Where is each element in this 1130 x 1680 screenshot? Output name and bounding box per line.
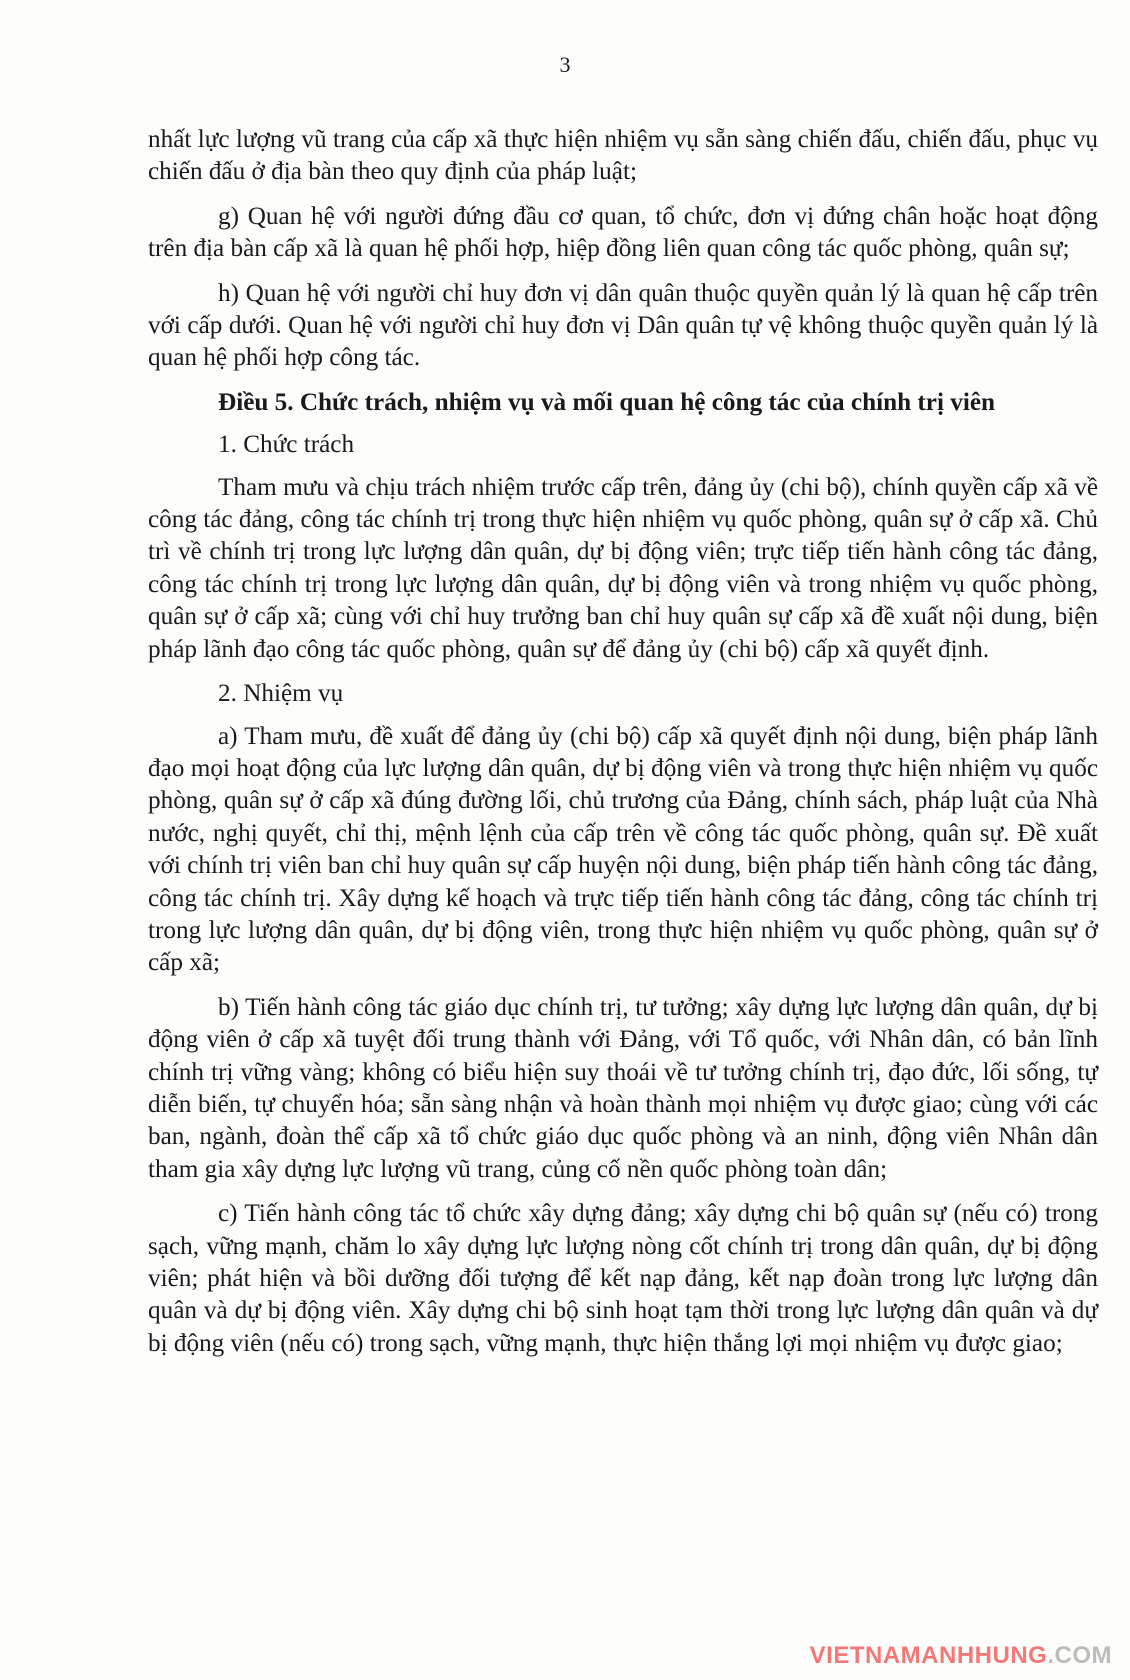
paragraph-a: a) Tham mưu, đề xuất để đảng ủy (chi bộ) cấp xã quyết định nội dung, biện pháp lãnh đạo mọi hoạt động của lực lượng dân quân, dự bị động viên và trong thực hiện nhiệm vụ quốc phòng, quân sự ở cấp xã đúng đường lối, chủ trương của Đảng, chính sách, pháp luật của Nhà nước, nghị quyết, chỉ thị, mệnh lệnh của cấp trên về công tác quốc phòng, quân sự. Đề xuất với chính trị viên ban chỉ huy quân sự cấp huyện nội dung, biện pháp tiến hành công tác đảng, công tác chính trị. Xây dựng kế hoạch và trực tiếp tiến hành công tác đảng, công tác chính trị trong lực lượng dân quân, dự bị động viên, trong thực hiện nhiệm vụ quốc phòng, quân sự ở cấp xã; <box>148 722 1098 977</box>
paragraph-c: c) Tiến hành công tác tổ chức xây dựng đảng; xây dựng chi bộ quân sự (nếu có) trong sạch, vững mạnh, chăm lo xây dựng lực lượng nòng cốt chính trị trong dân quân, dự bị động viên; phát hiện và bồi dưỡng đối tượng để kết nạp đảng, kết nạp đoàn trong lực lượng dân quân và dự bị động viên. Xây dựng chi bộ sinh hoạt tạm thời trong lực lượng dân quân và dự bị động viên (nếu có) trong sạch, vững mạnh, thực hiện thắng lợi mọi nhiệm vụ được giao; <box>148 1200 1098 1357</box>
section-title-1: 1. Chức trách <box>218 431 355 459</box>
section-title-2: 2. Nhiệm vụ <box>218 680 344 708</box>
article-heading: Điều 5. Chức trách, nhiệm vụ và mối quan hệ công tác của chính trị viên <box>218 388 996 416</box>
paragraph-continuation: nhất lực lượng vũ trang của cấp xã thực hiện nhiệm vụ sẵn sàng chiến đấu, chiến đấu, phục vụ chiến đấu ở địa bàn theo quy định của pháp luật; <box>148 126 1098 186</box>
page-number: 3 <box>559 52 571 77</box>
document-body <box>148 124 1098 1372</box>
paragraph-responsibilities: Tham mưu và chịu trách nhiệm trước cấp trên, đảng ủy (chi bộ), chính quyền cấp xã về công tác đảng, công tác chính trị trong thực hiện nhiệm vụ quốc phòng, quân sự ở cấp xã. Chủ trì về chính trị trong lực lượng dân quân, dự bị động viên; trực tiếp tiến hành công tác đảng, công tác chính trị trong lực lượng dân quân, dự bị động viên và trong nhiệm vụ quốc phòng, quân sự ở cấp xã; cùng với chỉ huy trưởng ban chỉ huy quân sự cấp xã đề xuất nội dung, biện pháp lãnh đạo công tác quốc phòng, quân sự để đảng ủy (chi bộ) cấp xã quyết định. <box>148 473 1098 663</box>
paragraph-h: h) Quan hệ với người chỉ huy đơn vị dân quân thuộc quyền quản lý là quan hệ cấp trên với cấp dưới. Quan hệ với người chỉ huy đơn vị Dân quân tự vệ không thuộc quyền quản lý là quan hệ phối hợp công tác. <box>148 279 1098 372</box>
watermark-domain: .COM <box>1047 1642 1112 1669</box>
paragraph-g: g) Quan hệ với người đứng đầu cơ quan, tổ chức, đơn vị đứng chân hoặc hoạt động trên địa bàn cấp xã là quan hệ phối hợp, hiệp đồng liên quan công tác quốc phòng, quân sự; <box>148 202 1098 263</box>
watermark <box>810 1642 1112 1670</box>
watermark-name: VIETNAMANHHUNG <box>809 1642 1048 1669</box>
paragraph-b: b) Tiến hành công tác giáo dục chính trị, tư tưởng; xây dựng lực lượng dân quân, dự bị động viên ở cấp xã tuyệt đối trung thành với Đảng, với Tổ quốc, với Nhân dân, có bản lĩnh chính trị vững vàng; không có biểu hiện suy thoái về tư tưởng chính trị, đạo đức, lối sống, tự diễn biến, tự chuyển hóa; sẵn sàng nhận và hoàn thành mọi nhiệm vụ được giao; cùng với các ban, ngành, đoàn thể cấp xã tổ chức giáo dục quốc phòng và an ninh, động viên Nhân dân tham gia xây dựng lực lượng vũ trang, củng cố nền quốc phòng toàn dân; <box>148 993 1098 1183</box>
